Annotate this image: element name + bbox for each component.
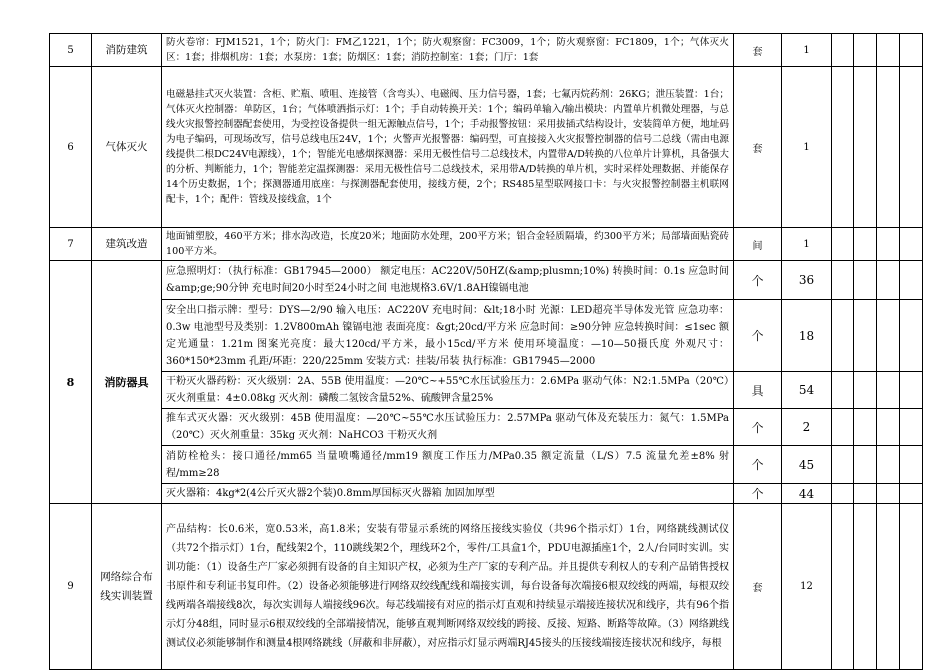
item-unit: 套 [734,34,782,67]
item-description: 产品结构：长0.6米，宽0.53米，高1.8米；安装有带显示系统的网络压接线实验仪（共96个指示灯）1台，网络跳线测试仪（共72个指示灯）1台，配线架2个，110跳线架2个，理线环2个，零件/工具盒1个，PDU电源插座1个，2人/台同时实训。实训功能：（1）设备生产厂家必须拥有设备的自主知识产权，必须为生产厂家的专利产品。并且提供专利权人的专利产品销售授权书原件和专利证书复印件。（2）设备必须能够进行网络双绞线配线和端接实训，每台设备每次端接6根双绞线的两端，每根双绞线两端各端接线8次，每次实训每人端接线96次。每芯线端接有对应的指示灯直观和持续显示端接连接状况和线序，共有96个指示灯分48组，同时显示6根双绞线的全部端接情况，能够直观判断网络双绞线的跨接、反接、短路、断路等故障。（3）网络跳线测试仪必须能够制作和测量4根网络跳线（屏蔽和非屏蔽），对应指示灯显示两端RJ45接头的压接线端接连接状况和线序，每根 [162,504,734,670]
item-description: 灭火器箱：4kg*2(4公斤灭火器2个装)0.8mm厚国标灭火器箱 加固加厚型 [162,484,734,504]
item-unit: 个 [734,300,782,372]
item-name: 消防器具 [92,261,162,504]
row-number: 8 [50,261,92,504]
item-quantity: 18 [782,300,832,372]
empty-cell [832,67,854,228]
item-name: 建筑改造 [92,228,162,261]
item-name: 网络综合布线实训装置 [92,504,162,670]
empty-cell [832,446,854,484]
item-unit: 具 [734,372,782,409]
empty-cell [900,261,923,300]
row-number: 7 [50,228,92,261]
empty-cell [854,372,877,409]
item-description: 地面铺塑胶，460平方米；排水沟改造，长度20米；地面防水处理，200平方米；铝合金轻质隔墙，约300平方米；局部墙面贴瓷砖100平方米。 [162,228,734,261]
empty-cell [877,261,900,300]
item-description: 消防栓枪头：接口通径/mm65 当量喷嘴通径/mm19 额度工作压力/MPa0.35 额定流量（L/S）7.5 流量允差±8% 射程/mm≥28 [162,446,734,484]
item-description: 推车式灭火器：灭火级别：45B 使用温度：—20℃~55℃水压试验压力：2.57MPa 驱动气体及充装压力：氮气：1.5MPa（20℃）灭火剂重量：35kg 灭火剂：NaHCO3 干粉灭火剂 [162,409,734,446]
empty-cell [854,409,877,446]
empty-cell [900,484,923,504]
empty-cell [877,446,900,484]
empty-cell [900,300,923,372]
empty-cell [854,261,877,300]
empty-cell [832,261,854,300]
item-quantity: 54 [782,372,832,409]
item-description: 应急照明灯：（执行标准：GB17945—2000） 额定电压：AC220V/50HZ(&amp;plusmn;10%) 转换时间：0.1s 应急时间&amp;ge;90分钟 充电时间20小时至24小时之间 电池规格3.6V/1.8AH镍镉电池 [162,261,734,300]
item-name: 气体灭火 [92,67,162,228]
item-quantity: 12 [782,504,832,670]
row-number: 9 [50,504,92,670]
row-number: 5 [50,34,92,67]
item-quantity: 36 [782,261,832,300]
table-row [50,67,923,228]
empty-cell [900,372,923,409]
item-quantity: 1 [782,67,832,228]
empty-cell [832,484,854,504]
empty-cell [854,446,877,484]
table-row [50,34,923,67]
empty-cell [832,34,854,67]
item-unit: 个 [734,446,782,484]
item-unit: 套 [734,67,782,228]
row-number: 6 [50,67,92,228]
empty-cell [877,67,900,228]
empty-cell [832,300,854,372]
item-name: 消防建筑 [92,34,162,67]
table-row [50,261,923,300]
empty-cell [877,484,900,504]
item-unit: 套 [734,504,782,670]
empty-cell [854,300,877,372]
empty-cell [877,504,900,670]
empty-cell [854,34,877,67]
item-description: 电磁悬挂式灭火装置：含柜、贮瓶、喷咀、连接管（含弯头）、电磁阀、压力信号器，1套；七氟丙烷药剂：26KG；泄压装置：1台；气体灭火控制器：单防区，1台；气体喷洒指示灯：1个；手自动转换开关：1个；编码单输入/输出模块：内置单片机微处理器，与总线火灾报警控制器配套使用，为受控设备提供一组无源触点信号，1个；手动报警按钮：采用拔插式结构设计，安装简单方便，地址码为电子编码，可现场改写，信号总线电压24V，1个；火警声光报警器：编码型，可直接接入火灾报警控制器的信号二总线（需由电源线提供二根DC24V电源线），1个；智能光电感烟探测器：采用无极性信号二总线技术，内置带A/D转换的八位单片计算机，具备强大的分析、判断能力，1个；智能差定温探测器：采用无极性信号二总线技术，采用带A/D转换的单片机，实时采样处理数据、并能保存14个历史数据，1个；探测器通用底座：与探测器配套使用，接线方便，2个；RS485星型联网接口卡：与火灾报警控制器主机联网配卡，1个；配件：管线及接线盒，1个 [162,67,734,228]
table-row [50,504,923,670]
empty-cell [877,228,900,261]
item-unit: 个 [734,484,782,504]
item-unit: 间 [734,228,782,261]
empty-cell [900,409,923,446]
item-quantity: 45 [782,446,832,484]
table-row [50,409,923,446]
empty-cell [900,67,923,228]
empty-cell [832,409,854,446]
empty-cell [877,372,900,409]
item-quantity: 1 [782,228,832,261]
empty-cell [854,228,877,261]
empty-cell [877,409,900,446]
empty-cell [877,34,900,67]
empty-cell [900,446,923,484]
empty-cell [832,228,854,261]
item-description: 安全出口指示牌：型号：DYS—2/90 输入电压：AC220V 充电时间：&lt;18小时 光源：LED超亮半导体发光管 应急功率：0.3w 电池型号及类别：1.2V800mAh 镍镉电池 表面亮度：&gt;20cd/平方米 应急时间：≥90分钟 应急转换时间：≤1sec 额定光通量：1.21m 图案光亮度：最大120cd/平方米，最小15cd/平方米 使用环境温度：—10—50摄氏度 外观尺寸：360*150*23mm 孔距/环距：220/225mm 安装方式：挂装/吊装 执行标准：GB17945—2000 [162,300,734,372]
item-unit: 个 [734,261,782,300]
empty-cell [854,484,877,504]
empty-cell [900,34,923,67]
table-row [50,300,923,372]
empty-cell [854,504,877,670]
table-row [50,484,923,504]
table-row [50,372,923,409]
empty-cell [832,504,854,670]
empty-cell [900,228,923,261]
table-row [50,446,923,484]
equipment-table [49,33,923,670]
item-quantity: 44 [782,484,832,504]
empty-cell [877,300,900,372]
item-quantity: 2 [782,409,832,446]
item-description: 干粉灭火器药粉：灭火级别：2A、55B 使用温度：—20℃~+55℃水压试验压力：2.6MPa 驱动气体：N2:1.5MPa（20℃）灭火剂重量：4±0.08kg 灭火剂：磷酸二氢铵含量52%、硫酸钾含量25% [162,372,734,409]
empty-cell [900,504,923,670]
empty-cell [832,372,854,409]
item-unit: 个 [734,409,782,446]
empty-cell [854,67,877,228]
table-row [50,228,923,261]
item-description: 防火卷帘：FJM1521，1个；防火门：FM乙1221，1个；防火观察窗：FC3009，1个；防火观察窗：FC1809，1个；气体灭火区：1套；排烟机房：1套；水泵房：1套；防烟区：1套；消防控制室：1套；门厅：1套 [162,34,734,67]
item-quantity: 1 [782,34,832,67]
